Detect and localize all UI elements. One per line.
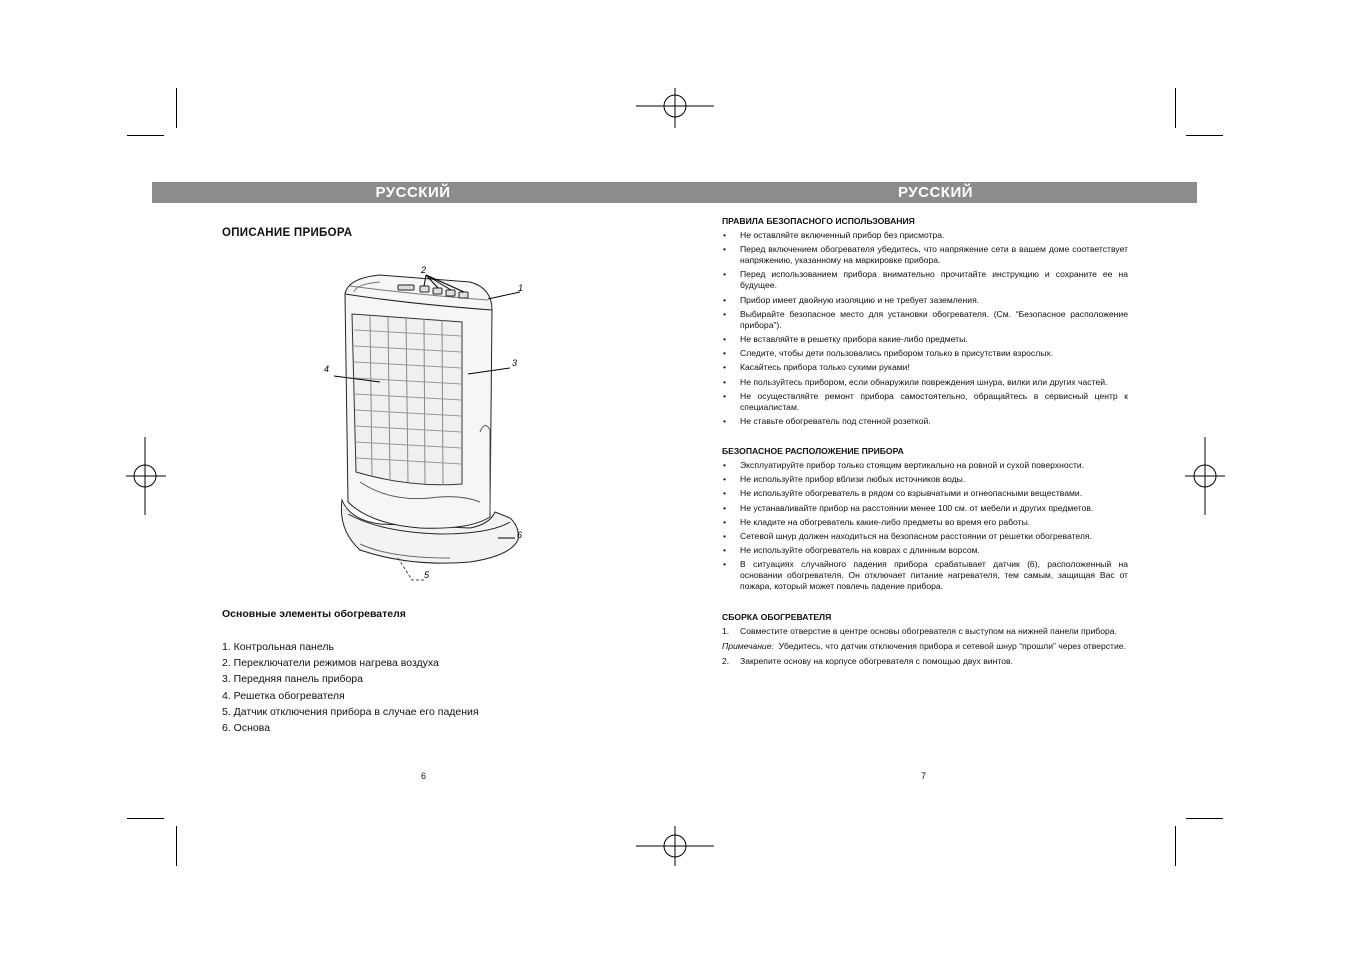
language-label: РУССКИЙ: [375, 184, 451, 201]
bullet: •: [723, 488, 727, 499]
list-item: [722, 626, 1128, 637]
crop-mark: [176, 88, 177, 128]
list-item-text: Не пользуйтесь прибором, если обнаружили повреждения шнура, вилки или других частей.: [740, 376, 1108, 387]
list-item: [722, 334, 1128, 345]
list-item: [722, 230, 1128, 241]
list-item: [722, 559, 1128, 592]
list-item: [722, 503, 1128, 514]
page-number-right: 7: [921, 771, 927, 781]
list-item: [722, 362, 1128, 373]
registration-mark-bottom: [636, 826, 714, 866]
list-item-text: Перед включением обогревателя убедитесь, что напряжение сети в вашем доме соответствует напряжению, указанному на маркировке прибора.: [740, 244, 1128, 266]
list-item: 5. Датчик отключения прибора в случае его падения: [222, 705, 479, 718]
bullet: •: [723, 230, 727, 240]
list-item: 1. Контрольная панель: [222, 641, 334, 653]
heater-diagram: [320, 262, 540, 587]
step-number: 2.: [722, 655, 730, 666]
list-item-text: Закрепите основу на корпусе обогревателя с помощью двух винтов.: [740, 655, 1013, 666]
list-item-text: Касайтесь прибора только сухими руками!: [740, 362, 910, 373]
list-item-text: Не ставьте обогреватель под стенной розеткой.: [740, 415, 931, 426]
list-item-text: Прибор имеет двойную изоляцию и не требует заземления.: [740, 294, 980, 305]
callout-2: 2: [421, 265, 427, 275]
list-item-text: Не используйте обогреватель в рядом со взрывчатыми и огнеопасными веществами.: [740, 488, 1083, 499]
list-item: 2. Переключатели режимов нагрева воздуха: [222, 657, 439, 670]
bullet: •: [723, 308, 727, 319]
language-header-left: [152, 182, 674, 203]
bullet: •: [723, 269, 727, 280]
bullet: •: [723, 376, 727, 387]
right-page-content: [722, 216, 1128, 671]
list-item-text: Сетевой шнур должен находиться на безопасном расстоянии от решетки обогревателя.: [740, 531, 1092, 541]
list-item: [722, 656, 1128, 667]
list-item-text: Совместите отверстие в центре основы обогревателя с выступом на нижней панели прибора.: [740, 625, 1117, 636]
list-item: [722, 517, 1128, 528]
crop-mark: [1186, 818, 1223, 819]
bullet: •: [723, 294, 727, 305]
bullet: •: [723, 531, 727, 541]
safety-heading: ПРАВИЛА БЕЗОПАСНОГО ИСПОЛЬЗОВАНИЯ: [722, 216, 915, 226]
callout-4: 4: [324, 364, 330, 374]
registration-mark-right: [1185, 437, 1225, 515]
assembly-heading: СБОРКА ОБОГРЕВАТЕЛЯ: [722, 611, 832, 622]
list-item: [722, 348, 1128, 359]
callout-5: 5: [424, 570, 430, 580]
list-item: [722, 309, 1128, 331]
safety-list: [722, 230, 1128, 427]
note-label: Примечание:: [722, 640, 774, 651]
list-item: [722, 377, 1128, 388]
callout-1: 1: [518, 283, 524, 293]
parts-heading: Основные элементы обогревателя: [222, 608, 406, 620]
list-item: [722, 474, 1128, 485]
list-item: 4. Решетка обогревателя: [222, 689, 345, 702]
parts-list: [222, 639, 479, 736]
step-number: 1.: [722, 625, 730, 636]
crop-mark: [1175, 826, 1176, 866]
list-item-text: Не используйте прибор вблизи любых источников воды.: [740, 474, 966, 485]
bullet: •: [723, 390, 727, 401]
list-item: [722, 244, 1128, 266]
list-item-text: Не кладите на обогреватель какие-либо предметы во время его работы.: [740, 516, 1031, 527]
list-item-text: Не вставляйте в решетку прибора какие-либо предметы.: [740, 333, 968, 344]
callout-3: 3: [512, 358, 518, 368]
list-item: [722, 460, 1128, 471]
page-title: ОПИСАНИЕ ПРИБОРА: [222, 227, 353, 239]
bullet: •: [723, 362, 727, 373]
list-item-text: Следите, чтобы дети пользовались прибором только в присутствии взрослых.: [740, 348, 1054, 359]
bullet: •: [723, 348, 727, 359]
bullet: •: [723, 559, 727, 570]
list-item-text: Эксплуатируйте прибор только стоящим вертикально на ровной и сухой поверхности.: [740, 460, 1085, 471]
crop-mark: [127, 818, 164, 819]
crop-mark: [1186, 135, 1223, 136]
language-label: РУССКИЙ: [897, 184, 974, 201]
placement-heading: БЕЗОПАСНОЕ РАСПОЛОЖЕНИЕ ПРИБОРА: [722, 446, 904, 457]
list-item: [722, 391, 1128, 413]
note-text: Убедитесь, что датчик отключения прибора и сетевой шнур “прошли” через отверстие.: [778, 640, 1126, 651]
registration-mark-left: [126, 437, 166, 515]
crop-mark: [176, 826, 177, 866]
bullet: •: [723, 415, 727, 426]
registration-mark-top: [636, 88, 714, 128]
list-item: [722, 295, 1128, 306]
bullet: •: [723, 545, 727, 556]
list-item: 3. Передняя панель прибора: [222, 673, 363, 686]
bullet: •: [723, 333, 727, 344]
placement-list: [722, 460, 1128, 592]
bullet: •: [723, 244, 727, 255]
list-item-text: Выбирайте безопасное место для установки обогревателя. (См. “Безопасное расположение прибора”).: [740, 308, 1128, 330]
list-item: 6. Основа: [222, 722, 271, 735]
list-item-text: Не оставляйте включенный прибор без присмотра.: [740, 230, 945, 240]
list-item: [722, 488, 1128, 499]
bullet: •: [723, 516, 727, 527]
list-item-text: Не используйте обогреватель на коврах с длинным ворсом.: [740, 545, 980, 556]
list-item-text: Перед использованием прибора внимательно прочитайте инструкцию и сохраните ее на будущее.: [740, 269, 1128, 291]
crop-mark: [1175, 88, 1176, 128]
assembly-list: [722, 626, 1128, 637]
list-item-text: В ситуациях случайного падения прибора срабатывает датчик (6), расположенный на основании обогревателя. Он отключает питание нагревателя, тем самым, защищая Вас от пожара, который может повлечь падение прибора.: [740, 559, 1128, 592]
callout-6: 6: [517, 530, 523, 540]
language-header-right: [674, 182, 1197, 203]
list-item: [722, 269, 1128, 291]
assembly-list-continued: [722, 656, 1128, 667]
crop-mark: [127, 135, 164, 136]
bullet: •: [723, 502, 727, 513]
bullet: •: [723, 460, 727, 471]
list-item-text: Не осуществляйте ремонт прибора самостоятельно, обращайтесь в сервисный центр к специалистам.: [740, 390, 1128, 412]
page-number-left: 6: [421, 771, 427, 781]
list-item: [722, 545, 1128, 556]
list-item-text: Не устанавливайте прибор на расстоянии менее 100 см. от мебели и других предметов.: [740, 502, 1094, 513]
assembly-note: [722, 641, 1128, 652]
list-item: [722, 531, 1128, 542]
bullet: •: [723, 474, 727, 485]
list-item: [722, 416, 1128, 427]
